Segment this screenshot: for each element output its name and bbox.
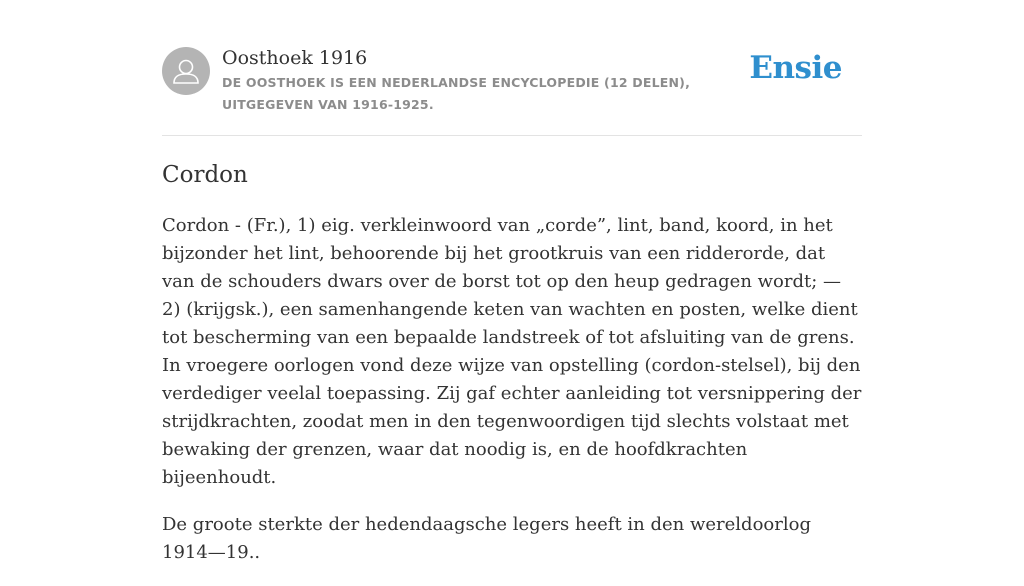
article-paragraph: De groote sterkte der hedendaagsche legers heeft in den wereldoorlog 1914—19.. xyxy=(162,514,811,563)
article-body xyxy=(162,212,862,586)
article-paragraph: Cordon - (Fr.), 1) eig. verkleinwoord van „corde”, lint, band, koord, in het bijzonder het lint, behoorende bij het grootkruis van een ridderorde, dat van de schouders dwars over de borst tot op den heup gedragen wordt; — 2) (krijgsk.), een samenhangende keten van wachten en posten, welke dient tot bescherming van een bepaalde landstreek of tot afsluiting van de grens. In vroegere oorlogen vond deze wijze van opstelling (cordon-stelsel), bij den verdediger veelal toepassing. Zij gaf echter aanleiding tot versnippering der strijdkrachten, zoodat men in den tegenwoordigen tijd slechts volstaat met bewaking der grenzen, waar dat noodig is, en de hoofdkrachten bijeenhoudt. xyxy=(162,215,862,488)
source-info xyxy=(222,46,762,116)
page-container xyxy=(162,0,862,563)
source-title[interactable]: Oosthoek 1916 xyxy=(222,47,368,69)
source-description: DE OOSTHOEK IS EEN NEDERLANDSE ENCYCLOPEDIE (12 DELEN), UITGEGEVEN VAN 1916-1925. xyxy=(222,75,691,112)
user-avatar-icon[interactable] xyxy=(162,47,210,95)
source-header xyxy=(162,0,862,136)
article-title: Cordon xyxy=(162,162,248,188)
user-silhouette-icon xyxy=(162,47,210,95)
ensie-logo[interactable]: Ensie xyxy=(749,50,842,86)
